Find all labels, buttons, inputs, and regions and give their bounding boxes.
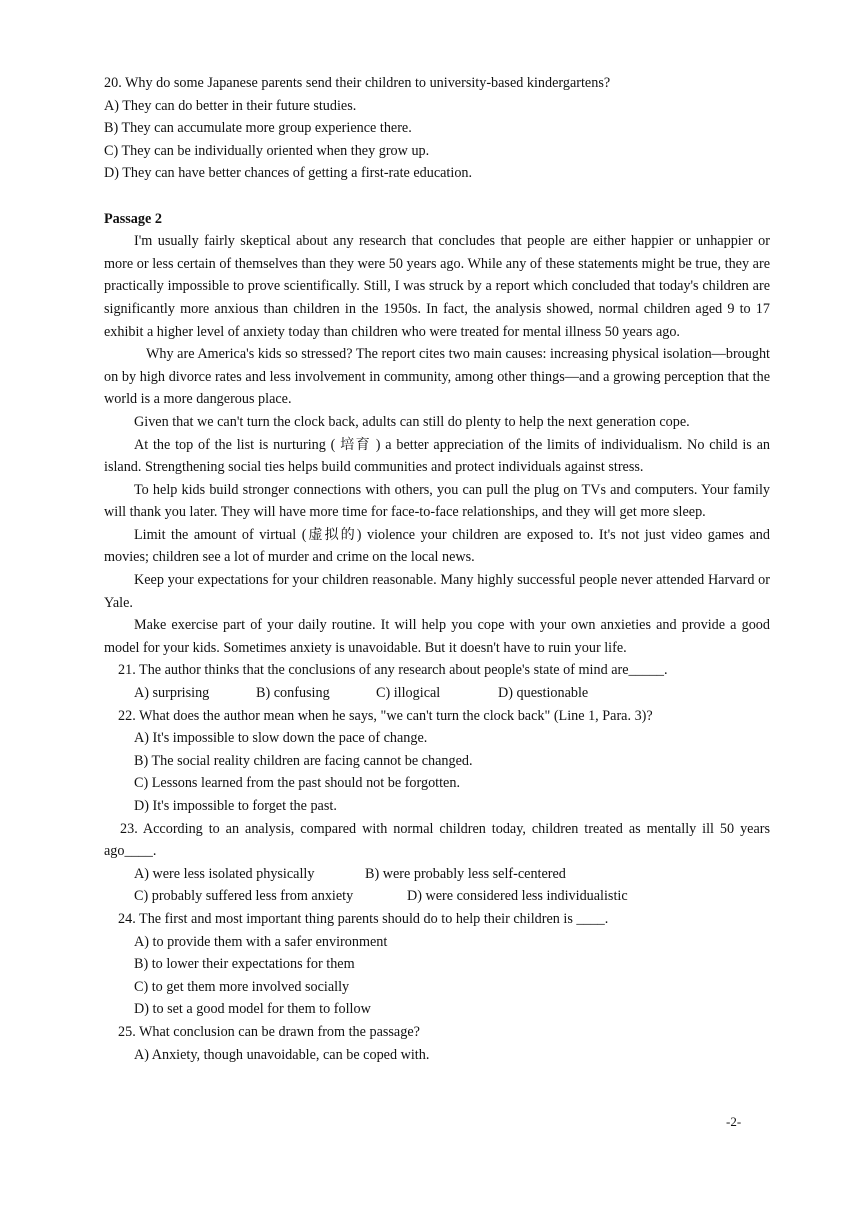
option-c: C) They can be individually oriented when they grow up. [104, 142, 430, 159]
option-a: A) Anxiety, though unavoidable, can be coped with. [134, 1046, 430, 1063]
option-b: B) to lower their expectations for them [134, 956, 355, 973]
paragraph-8: Make exercise part of your daily routine. It will help you cope with your own anxieties and provide a good model for your kids. Sometimes anxiety is unavoidable. But it doesn't have to ruin your life. [104, 617, 770, 656]
option-a: A) They can do better in their future studies. [104, 97, 357, 114]
question-stem: 22. What does the author mean when he says, "we can't turn the clock back" (Line 1, Para. 3)? [118, 707, 653, 724]
option-b: B) were probably less self-centered [365, 865, 566, 882]
option-a: A) It's impossible to slow down the pace of change. [134, 730, 428, 747]
option-a: A) to provide them with a safer environment [134, 933, 388, 950]
options-row [104, 682, 770, 705]
passage-heading: Passage 2 [104, 210, 162, 227]
paragraph-6: Limit the amount of virtual (虚拟的) violence your children are exposed to. It's not just video games and movies; children see a lot of murder and crime on the local news. [104, 526, 770, 566]
option-c: C) illogical [376, 685, 441, 702]
passage-2 [104, 208, 770, 660]
question-22 [104, 705, 770, 818]
option-b: B) The social reality children are facing cannot be changed. [134, 752, 473, 769]
option-d: D) to set a good model for them to follow [134, 1001, 371, 1018]
option-a: A) were less isolated physically [134, 865, 315, 882]
paragraph-2: Why are America's kids so stressed? The report cites two main causes: increasing physical isolation—brought on by high divorce rates and less involvement in community, among other things—and a growing perception that the world is a more dangerous place. [104, 346, 770, 408]
paragraph-4: At the top of the list is nurturing ( 培育 ) a better appreciation of the limits of individualism. No child is an island. Strengthening social ties helps build communities and protect individuals against stress. [104, 436, 770, 476]
paragraph-7: Keep your expectations for your children reasonable. Many highly successful people never attended Harvard or Yale. [104, 572, 770, 611]
question-stem: 24. The first and most important thing parents should do to help their children is ____. [118, 910, 609, 927]
question-stem: 25. What conclusion can be drawn from the passage? [118, 1023, 420, 1040]
page-number: -2- [726, 1114, 742, 1129]
paragraph-3: Given that we can't turn the clock back, adults can still do plenty to help the next generation cope. [134, 413, 690, 430]
question-24 [104, 908, 770, 1021]
option-c: C) probably suffered less from anxiety [134, 888, 354, 905]
question-23 [104, 818, 770, 908]
option-d: D) It's impossible to forget the past. [134, 798, 337, 814]
option-a: A) surprising [134, 685, 210, 702]
question-20 [104, 72, 770, 185]
option-c: C) Lessons learned from the past should not be forgotten. [134, 775, 460, 792]
question-stem: 21. The author thinks that the conclusions of any research about people's state of mind are_____. [118, 662, 668, 679]
option-b: B) confusing [256, 685, 330, 702]
question-stem: 23. According to an analysis, compared with normal children today, children treated as mentally ill 50 years ago____. [104, 820, 770, 860]
paragraph-5: To help kids build stronger connections with others, you can pull the plug on TVs and computers. Your family will thank you later. They will have more time for face-to-face relationships, and they will get more sleep. [104, 481, 770, 521]
question-21 [104, 659, 770, 704]
option-c: C) to get them more involved socially [134, 978, 350, 995]
option-d: D) questionable [498, 685, 589, 702]
question-stem: 20. Why do some Japanese parents send their children to university-based kindergartens? [104, 75, 611, 91]
question-25 [104, 1021, 770, 1066]
options-row-1 [104, 863, 770, 886]
option-d: D) They can have better chances of getting a first-rate education. [104, 165, 473, 182]
exam-page [104, 72, 770, 1066]
option-b: B) They can accumulate more group experience there. [104, 120, 412, 137]
paragraph-1: I'm usually fairly skeptical about any research that concludes that people are either happier or unhappier or more or less certain of themselves than they were 50 years ago. While any of these statements might be true, they are practically impossible to prove scientifically. Still, I was struck by a report which concluded that today's children are significantly more anxious than children in the 1950s. In fact, the analysis showed, normal children aged 9 to 17 exhibit a higher level of anxiety today than children who were treated for mental illness 50 years ago. [104, 233, 770, 340]
option-d: D) were considered less individualistic [407, 888, 628, 905]
options-row-2 [104, 885, 770, 908]
